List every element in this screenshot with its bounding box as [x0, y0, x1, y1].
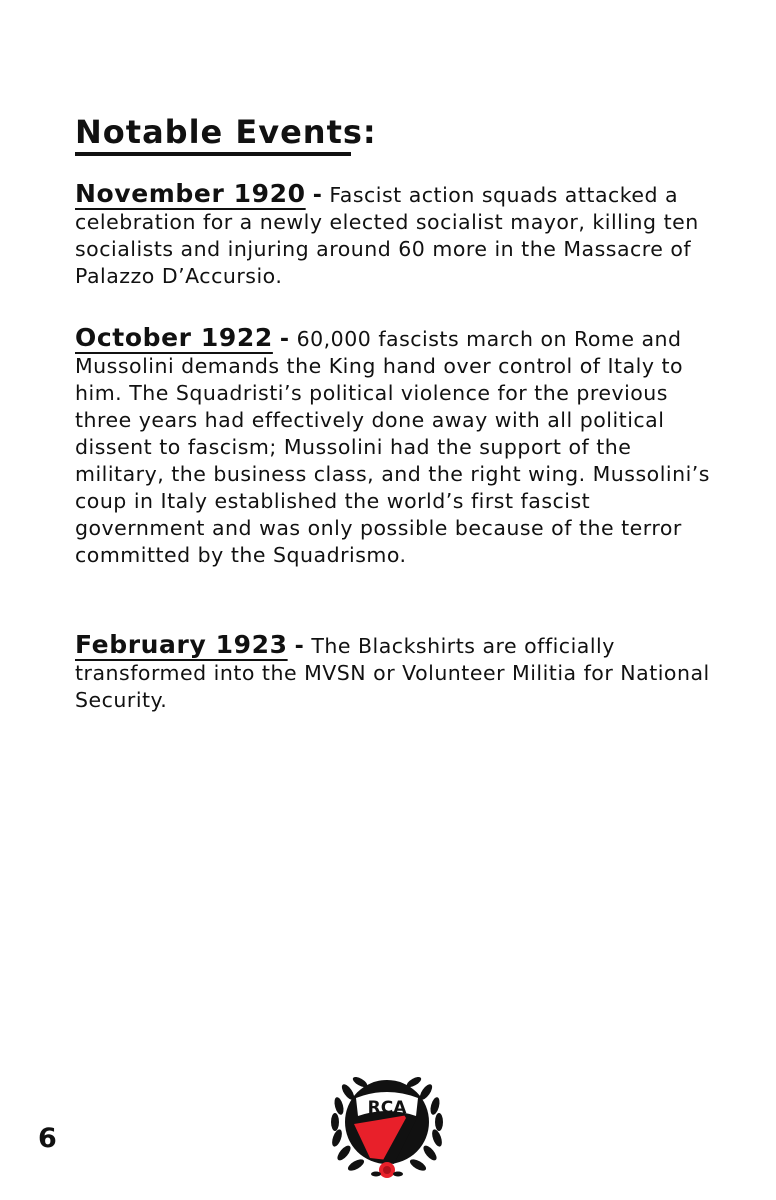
- event-october-1922: [75, 324, 715, 569]
- event-date: November 1920: [75, 179, 306, 208]
- event-text: Fascist action squads attacked a celebration for a newly elected socialist mayor, killing ten socialists and injuring around 60 more in the Massacre of Palazzo D’Accursio.: [75, 183, 699, 288]
- logo-text: RCA: [367, 1098, 407, 1118]
- heading-underline: [75, 152, 351, 156]
- event-separator: -: [279, 327, 290, 352]
- event-text: The Blackshirts are officially transformed into the MVSN or Volunteer Militia for National Security.: [75, 634, 710, 712]
- page-heading: Notable Events:: [75, 113, 377, 151]
- event-separator: -: [294, 634, 305, 659]
- event-date: October 1922: [75, 323, 273, 352]
- event-february-1923: [75, 631, 715, 714]
- event-date: February 1923: [75, 630, 288, 659]
- event-text: 60,000 fascists march on Rome and Mussolini demands the King hand over control of Italy to him. The Squadristi’s political violence for the previous three years had effectively done away with all political dissent to fascism; Mussolini had the support of the military, the business class, and the right wing. Mussolini’s coup in Italy established the world’s first fascist government and was only possible because of the terror committed by the Squadrismo.: [75, 327, 710, 567]
- event-november-1920: [75, 180, 715, 290]
- rca-laurel-logo-icon: [326, 1062, 448, 1186]
- page-number: 6: [38, 1123, 57, 1154]
- event-separator: -: [312, 183, 323, 208]
